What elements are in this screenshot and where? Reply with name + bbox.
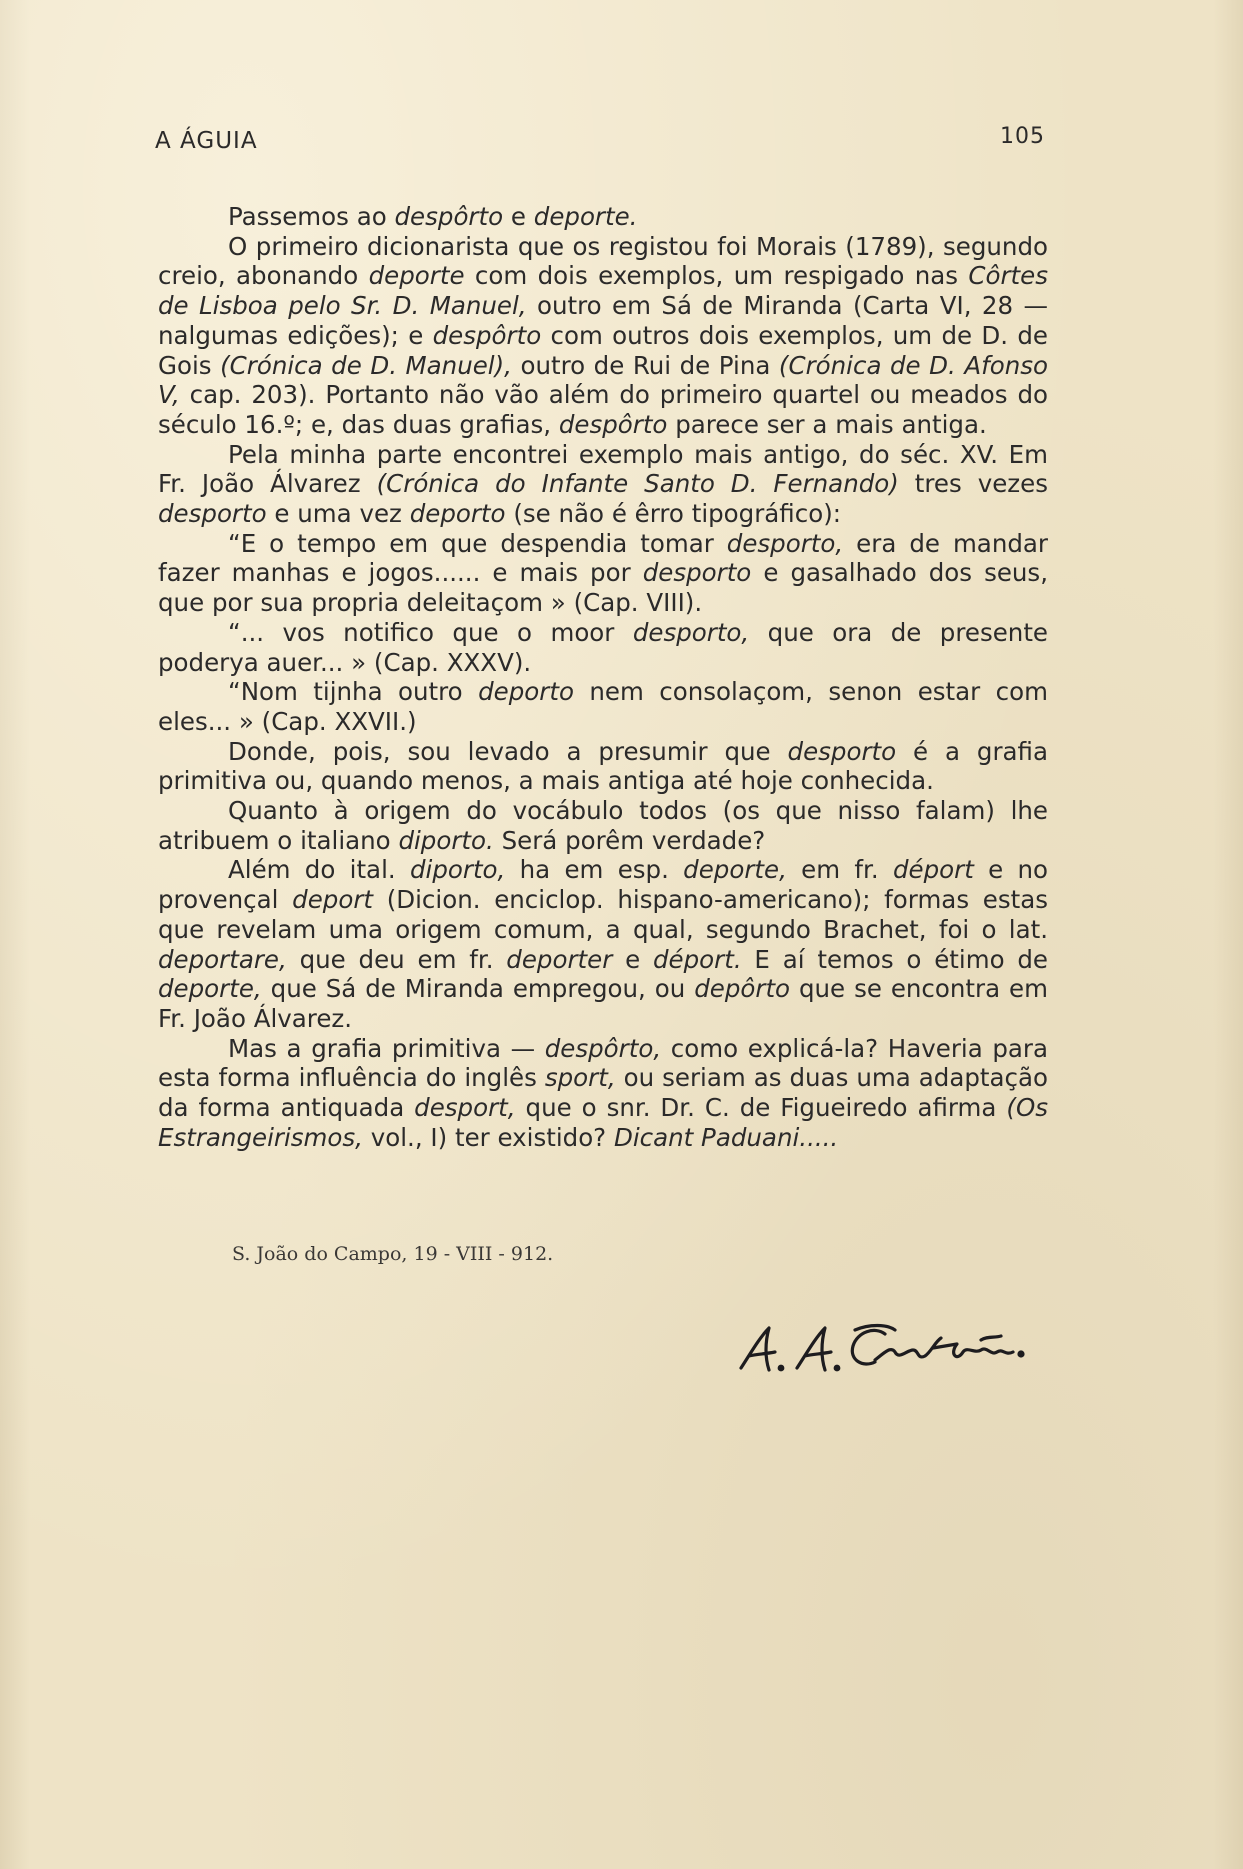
- text-run: “... vos notifico que o moor: [228, 617, 633, 647]
- text-run: parece ser a mais antiga.: [667, 409, 987, 439]
- text-run: tres vezes: [898, 469, 1048, 499]
- italic-term: deporte,: [158, 974, 262, 1004]
- paragraph: [158, 440, 1048, 529]
- italic-term: deporter: [506, 944, 613, 974]
- italic-term: deporte: [368, 261, 465, 291]
- italic-term: Dicant Paduani.....: [613, 1122, 839, 1152]
- italic-term: despôrto: [432, 320, 542, 350]
- italic-term: deporte.: [533, 202, 638, 231]
- italic-term: despôrto,: [544, 1033, 662, 1063]
- page-header: [155, 124, 1045, 160]
- text-run: que se encontra em Fr. João Álvarez.: [158, 974, 1048, 1033]
- italic-term: diporto.: [398, 825, 494, 855]
- text-run: O primeiro dicionarista que os registou foi Morais (1789), segundo creio, abonando: [158, 231, 1048, 291]
- text-run: e no provençal: [158, 855, 1049, 915]
- text-run: ha em esp.: [505, 855, 684, 885]
- text-run: E aí temos o étimo de: [741, 944, 1048, 974]
- italic-term: depôrto: [694, 974, 791, 1004]
- italic-term: sport,: [544, 1063, 616, 1093]
- text-run: com outros dois exemplos, um de D. de Gois: [158, 320, 1048, 380]
- italic-term: deporte,: [683, 855, 787, 885]
- italic-term: deporto: [478, 677, 574, 707]
- italic-term: déport: [892, 855, 974, 885]
- paragraph: [158, 529, 1048, 618]
- italic-term: (Os Estrangeirismos,: [158, 1093, 1048, 1152]
- text-run: Pela minha parte encontrei exemplo mais antigo, do séc. XV. Em Fr. João Álvarez: [158, 439, 1048, 499]
- paragraph: [158, 796, 1048, 855]
- text-run: como explicá-la? Haveria para esta forma influência do inglês: [158, 1033, 1048, 1093]
- text-run: vol., I) ter existido?: [362, 1122, 614, 1152]
- text-run: “E o tempo em que despendia tomar: [228, 528, 727, 558]
- italic-term: (Crónica do Infante Santo D. Fernando): [376, 469, 899, 499]
- text-run: e gasalhado dos seus, que por sua propria deleitaçom » (Cap. VIII).: [158, 558, 1048, 618]
- text-run: é a grafia primitiva ou, quando menos, a mais antiga até hoje conhecida.: [158, 736, 1048, 796]
- text-run: com dois exemplos, um respigado nas: [464, 261, 969, 291]
- text-run: e: [612, 944, 653, 974]
- text-run: nem consolaçom, senon estar com eles... » (Cap. XXVII.): [158, 677, 1048, 736]
- italic-term: deportare,: [158, 944, 287, 974]
- article-body: [158, 202, 1048, 1153]
- paragraph: [158, 202, 1048, 232]
- italic-term: Côrtes de Lisboa pelo Sr. D. Manuel,: [158, 261, 1049, 321]
- paragraph: [158, 1034, 1048, 1153]
- handwritten-signature: [735, 1316, 1055, 1380]
- text-run: que deu em fr.: [286, 944, 507, 974]
- text-run: (Dicion. enciclop. hispano-americano); formas estas que revelam uma origem comum, a qual, segundo Brachet, foi o lat.: [158, 885, 1048, 944]
- paragraph: [158, 855, 1048, 1033]
- italic-term: desport,: [414, 1093, 516, 1123]
- italic-term: desporto: [787, 736, 897, 766]
- text-run: em fr.: [786, 855, 893, 885]
- paragraph: [158, 677, 1048, 736]
- italic-term: deporto: [409, 499, 506, 529]
- text-run: Será porêm verdade?: [493, 825, 766, 855]
- text-run: Além do ital.: [228, 855, 410, 885]
- text-run: era de mandar fazer manhas e jogos...... e mais por: [158, 528, 1048, 588]
- paragraph: [158, 618, 1048, 677]
- italic-term: (Crónica de D. Afonso V,: [158, 350, 1049, 410]
- text-run: e: [503, 202, 534, 231]
- text-run: “Nom tijnha outro: [228, 677, 479, 707]
- text-run: que ora de presente poderya auer... » (Cap. XXXV).: [158, 617, 1048, 677]
- signature-image: [735, 1316, 1055, 1380]
- text-run: Donde, pois, sou levado a presumir que: [228, 736, 788, 766]
- text-run: outro de Rui de Pina: [511, 350, 779, 380]
- italic-term: déport.: [652, 944, 742, 974]
- place-and-date: S. João do Campo, 19 - VIII - 912.: [232, 1243, 554, 1265]
- italic-term: desporto,: [726, 528, 844, 558]
- page-number: 105: [1000, 124, 1045, 149]
- text-run: e uma vez: [266, 499, 410, 529]
- text-run: Quanto à origem do vocábulo todos (os que nisso falam) lhe atribuem o italiano: [158, 796, 1048, 855]
- italic-term: (Crónica de D. Manuel),: [220, 350, 512, 380]
- text-run: Mas a grafia primitiva —: [228, 1033, 545, 1063]
- italic-term: desporto: [158, 499, 267, 529]
- italic-term: despôrto: [394, 202, 504, 231]
- text-run: Passemos ao: [228, 202, 395, 231]
- paragraph: [158, 232, 1048, 440]
- italic-term: desporto,: [632, 617, 750, 647]
- text-run: ou seriam as duas uma adaptação da forma antiquada: [158, 1063, 1048, 1123]
- italic-term: despôrto: [558, 409, 668, 439]
- text-run: outro em Sá de Miranda (Carta VI, 28 — nalgumas edições); e: [158, 291, 1048, 350]
- italic-term: desporto: [642, 558, 752, 588]
- italic-term: deport: [292, 885, 374, 915]
- italic-term: diporto,: [409, 855, 506, 885]
- text-run: que o snr. Dr. C. de Figueiredo afirma: [515, 1093, 1007, 1123]
- text-run: que Sá de Miranda empregou, ou: [261, 974, 695, 1004]
- journal-title: A ÁGUIA: [155, 128, 258, 154]
- paragraph: [158, 737, 1048, 796]
- text-run: cap. 203). Portanto não vão além do primeiro quartel ou meados do século 16.º; e, das duas grafias,: [158, 380, 1048, 439]
- text-run: (se não é êrro tipográfico):: [505, 499, 842, 529]
